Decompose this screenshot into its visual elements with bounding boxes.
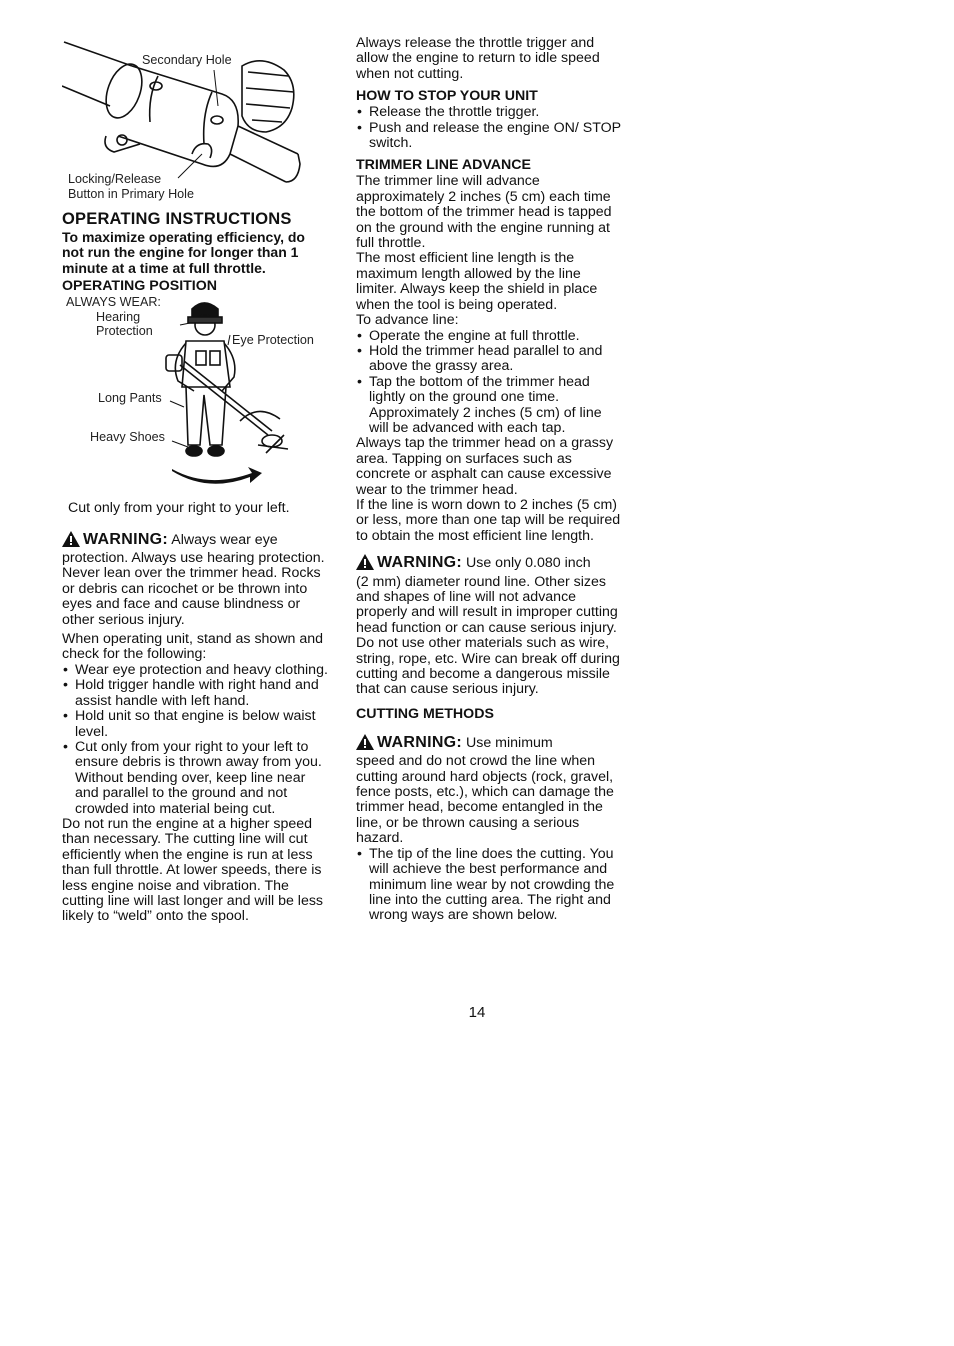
warning-text: speed and do not crowd the line when cutting around hard objects (rock, gravel, fence posts, etc.), which can damage the trimmer head, become entangled in the line, or be thrown causing a serious hazard. (356, 753, 614, 847)
warning-minimum-speed (356, 734, 624, 847)
stop-unit-heading: HOW TO STOP YOUR UNIT (356, 88, 538, 105)
warning-text: (2 mm) diameter round line. Other sizes and shapes of line will not advance properly and will result in improper cutting head function or can cause serious injury. Do not use other materials such as wire, string, rope, etc. Wire can break off during cutting and become a dangerous missile that can cause serious injury. (356, 573, 620, 698)
right-column (356, 36, 624, 924)
left-column (62, 36, 330, 925)
warning-lead: Always wear eye (171, 531, 278, 548)
advance-text-1: The trimmer line will advance approximately 2 inches (5 cm) each time the bottom of the trimmer head is tapped on the ground with the engine running at full throttle. (356, 173, 612, 252)
warning-lead: Use minimum (466, 734, 553, 751)
tap-surface-text: Always tap the trimmer head on a grassy area. Tapping on surfaces such as concrete or asphalt can cause excessive wear to the trimmer head. (356, 435, 614, 498)
list-item: • The tip of the line does the cutting. You will achieve the best performance and minimum line wear by not crowding the line into the cutting area. The right and wrong ways are shown below. (356, 847, 624, 924)
release-trigger-text: Always release the throttle trigger and allow the engine to return to idle speed when not cutting. (356, 35, 600, 82)
warning-label: WARNING: (377, 733, 463, 751)
warning-label: WARNING: (83, 530, 169, 548)
label-secondary-hole: Secondary Hole (142, 53, 232, 67)
stop-steps (356, 105, 624, 151)
stand-as-shown-text: When operating unit, stand as shown and check for the following: (62, 631, 324, 663)
warning-label: WARNING: (377, 554, 463, 572)
advance-text-2: The most efficient line length is the maximum length allowed by the line limiter. Always keep the shield in place when the tool is being operated. (356, 250, 598, 313)
label-heavy-shoes: Heavy Shoes (90, 430, 165, 445)
warning-lead: Use only 0.080 inch (466, 555, 591, 572)
efficiency-note: To maximize operating efficiency, do not run the engine for longer than 1 minute at a time at full throttle. (62, 229, 305, 276)
operating-checklist (62, 663, 330, 817)
cutting-steps (356, 847, 624, 924)
operating-instructions-heading: OPERATING INSTRUCTIONS (62, 210, 292, 228)
warning-triangle-icon (356, 734, 374, 754)
warning-line-size (356, 554, 624, 698)
page-number: 14 (468, 1004, 486, 1021)
operating-position-figure (62, 295, 330, 495)
warning-triangle-icon (62, 531, 80, 551)
worn-line-text: If the line is worn down to 2 inches (5 cm) or less, more than one tap will be required to obtain the most efficient line length. (356, 496, 621, 544)
shaft-coupling-figure (62, 36, 312, 206)
warning-triangle-icon (356, 554, 374, 574)
label-always-wear: ALWAYS WEAR: (66, 295, 161, 310)
list-item: • Push and release the engine ON/ STOP switch. (356, 121, 624, 152)
advance-steps (356, 329, 624, 437)
label-long-pants: Long Pants (98, 391, 162, 406)
line-advance-heading: TRIMMER LINE ADVANCE (356, 157, 531, 174)
list-item: • Release the throttle trigger. (356, 105, 624, 120)
label-locking-release: Locking/Release (68, 172, 162, 186)
list-item: • Cut only from your right to your left to ensure debris is thrown away from you. Without bending over, keep line near and parallel to the ground and not crowded into material being cut. (62, 740, 330, 817)
cutting-methods-heading: CUTTING METHODS (356, 705, 494, 722)
label-button-primary-hole: Button in Primary Hole (68, 187, 194, 201)
warning-text: protection. Always use hearing protection. Never lean over the trimmer head. Rocks or debris can ricochet or be thrown into eyes and face and cause blindness or other serious injury. (62, 550, 325, 628)
list-item: • Hold trigger handle with right hand and assist handle with left hand. (62, 678, 330, 709)
list-item: • Wear eye protection and heavy clothing. (62, 663, 330, 678)
cutting-direction-caption: Cut only from your right to your left. (68, 500, 290, 517)
label-hearing-protection: Protection (96, 324, 153, 339)
label-hearing: Hearing (96, 310, 141, 325)
warning-eye-protection (62, 531, 330, 628)
list-item: • Operate the engine at full throttle. (356, 329, 624, 344)
engine-speed-text: Do not run the engine at a higher speed than necessary. The cutting line will cut efficiently when the engine is run at less than full throttle. At lower speeds, there is less engine noise and vibration. The cutting line will last longer and will be less likely to “weld” onto the spool. (62, 815, 324, 925)
list-item: • Hold the trimmer head parallel to and above the grassy area. (356, 344, 624, 375)
advance-text-3: To advance line: (356, 312, 459, 329)
list-item: • Tap the bottom of the trimmer head lightly on the ground one time. Approximately 2 inches (5 cm) of line will be advanced with each tap. (356, 375, 624, 437)
operating-position-heading: OPERATING POSITION (62, 278, 218, 295)
list-item: • Hold unit so that engine is below waist level. (62, 709, 330, 740)
label-eye-protection: Eye Protection (232, 333, 314, 348)
